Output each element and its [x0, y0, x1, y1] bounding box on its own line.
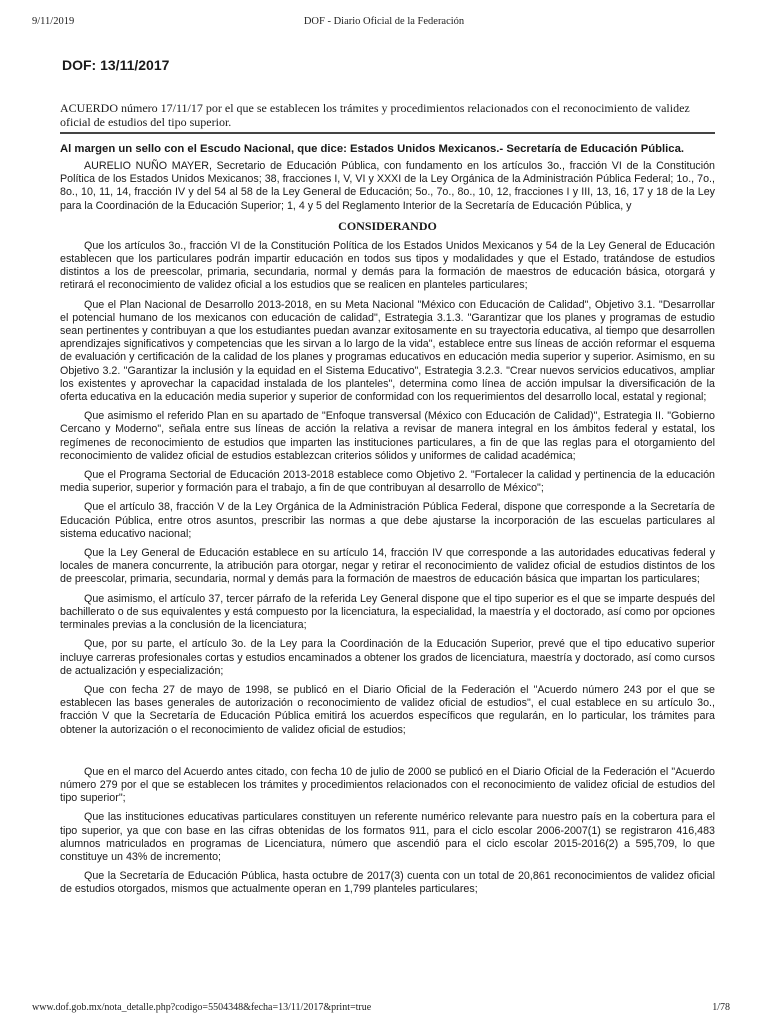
agreement-title: [60, 101, 715, 129]
site-title: DOF - Diario Oficial de la Federación: [303, 16, 465, 27]
paragraph: Que el Plan Nacional de Desarrollo 2013-2018, en su Meta Nacional "México con Educación de Calidad", Objetivo 3.1. "Desarrollar el potencial humano de los mexicanos con educación de calidad", Estrategia 3.1.3. "Garantizar que los planes y programas de estudio sean pertinentes y contribuyan a que los estudiantes puedan avanzar exitosamente en su trayectoria educativa, al tiempo que desarrollen aprendizajes significativos y competencias que les sirvan a lo largo de la vida", establece entre sus líneas de acción reformar el esquema de evaluación y certificación de la calidad de los planes y programas educativos en educación media superior y superior. Asimismo, en su Objetivo 3.2. "Garantizar la inclusión y la equidad en el Sistema Educativo", Estrategia 3.2.3. "Crear nuevos servicios educativos, ampliar los existentes y aprovechar la capacidad instalada de los planteles", determina como línea de acción impulsar la diversificación de la oferta educativa en la educación media superior y superior de conformidad con los requerimientos del desarrollo local, estatal y regional;: [60, 298, 715, 404]
print-footer: [32, 1002, 736, 1016]
agreement-word: ACUERDO: [60, 101, 119, 115]
paragraph: Que la Ley General de Educación establece en su artículo 14, fracción IV que corresponde a las autoridades educativas federal y locales de manera concurrente, la atribución para otorgar, negar y retirar el reconocimiento de validez oficial de estudios distintos de los de preescolar, primaria, secundaria, normal y demás para la formación de maestros de educación básica que impartan los particulares;: [60, 547, 715, 586]
page-url-link[interactable]: www.dof.gob.mx/nota_detalle.php?codigo=5504348&fecha=13/11/2017&print=true: [32, 1002, 372, 1013]
paragraph: Que la Secretaría de Educación Pública, hasta octubre de 2017(3) cuenta con un total de 20,861 reconocimientos de validez oficial de estudios otorgados, mismos que actualmente operan en 1,799 planteles particulares;: [60, 870, 715, 896]
paragraph: Que el artículo 38, fracción V de la Ley Orgánica de la Administración Pública Federal, dispone que corresponde a la Secretaría de Educación Pública, entre otros asuntos, prescribir las normas a que debe ajustarse la incorporación de las escuelas particulares al sistema educativo nacional;: [60, 501, 715, 540]
title-divider: [60, 132, 715, 134]
paragraph: Que los artículos 3o., fracción VI de la Constitución Política de los Estados Unidos Mexicanos y 54 de la Ley General de Educación establecen que los particulares podrán impartir educación en todos sus tipos y modalidades y que el Estado, tratándose de estudios distintos a los de preescolar, primaria, secundaria, normal y demás para la formación de maestros de educación básica, otorgará y retirará el reconocimiento de validez oficial a los estudios que se realicen en planteles particulares;: [60, 239, 715, 292]
document-body: [60, 57, 715, 903]
agreement-title-text: número 17/11/17 por el que se establecen los trámites y procedimientos relacionados con el reconocimiento de validez oficial de estudios del tipo superior.: [60, 101, 690, 129]
seal-line: Al margen un sello con el Escudo Nacional, que dice: Estados Unidos Mexicanos.- Secretaría de Educación Pública.: [60, 143, 685, 155]
intro-paragraph: AURELIO NUÑO MAYER, Secretario de Educación Pública, con fundamento en los artículos 3o., fracción VI de la Constitución Política de los Estados Unidos Mexicanos; 38, fracciones I, V, VI y XXXI de la Ley Orgánica de la Administración Pública Federal; 1o., 7o., 8o., 10, 11, 14, fracción IV y del 54 al 58 de la Ley General de Educación; 5o., 7o., 8o., 10, 12, fracciones I y III, 13, 16, 17 y 18 de la Ley para la Coordinación de la Educación Superior; 1, 4 y 5 del Reglamento Interior de la Secretaría de Educación Pública, y: [60, 160, 715, 212]
print-date: 9/11/2019: [32, 16, 75, 27]
page-number: 1/78: [712, 1002, 730, 1013]
paragraph: Que, por su parte, el artículo 3o. de la Ley para la Coordinación de la Educación Superior, prevé que el tipo educativo superior incluye carreras profesionales cortas y estudios encaminados a obtener los grados de licenciatura, maestría y doctorado, así como cursos de actualización y especialización;: [60, 638, 715, 677]
paragraph-gap: [60, 743, 715, 766]
paragraph: Que con fecha 27 de mayo de 1998, se publicó en el Diario Oficial de la Federación el "Acuerdo número 243 por el que se establecen las bases generales de autorización o reconocimiento de validez oficial de estudios", el cual establece en su artículo 3o., fracción V que la Secretaría de Educación Pública emitirá los acuerdos específicos que regularán, en lo particular, los trámites para obtener la autorización o el reconocimiento de validez oficial de estudios;: [60, 683, 715, 736]
paragraph: Que asimismo, el artículo 37, tercer párrafo de la referida Ley General dispone que el tipo superior es el que se imparte después del bachillerato o de sus equivalentes y está compuesto por la licenciatura, la especialidad, la maestría y el doctorado, así como por opciones terminales previas a la conclusión de la licenciatura;: [60, 592, 715, 632]
paragraph: Que las instituciones educativas particulares constituyen un referente numérico relevante para nuestro país en la cobertura para el tipo superior, ya que con base en las cifras obtenidas de los formatos 911, para el ciclo escolar 2006-2007(1) se registraron 416,483 alumnos matriculados en programas de Licenciatura, número que ascendió para el ciclo escolar 2015-2016(2) a 595,709, lo que constituye un 43% de incremento;: [60, 811, 715, 863]
paragraph: Que el Programa Sectorial de Educación 2013-2018 establece como Objetivo 2. "Fortalecer la calidad y pertinencia de la educación media superior, superior y formación para el trabajo, a fin de que contribuyan al desarrollo de México";: [60, 469, 715, 495]
paragraph: Que asimismo el referido Plan en su apartado de "Enfoque transversal (México con Educación de Calidad)", Estrategia II. "Gobierno Cercano y Moderno", señala entre sus líneas de acción la relativa a revisar de manera integral en los ámbitos federal y estatal, los regímenes de reconocimiento de estudios que imparten las instituciones particulares, a fin de que las reglas para el otorgamiento del reconocimiento de validez oficial de estudios establezcan criterios sólidos y uniformes de calidad académica;: [60, 410, 715, 462]
paragraph: Que en el marco del Acuerdo antes citado, con fecha 10 de julio de 2000 se publicó en el Diario Oficial de la Federación el "Acuerdo número 279 por el que se establecen los trámites y procedimientos relacionados con el reconocimiento de validez oficial de estudios del tipo superior";: [60, 765, 715, 805]
print-header: [32, 16, 736, 30]
dof-date: DOF: 13/11/2017: [62, 57, 170, 73]
considerando-heading: CONSIDERANDO: [338, 218, 437, 233]
